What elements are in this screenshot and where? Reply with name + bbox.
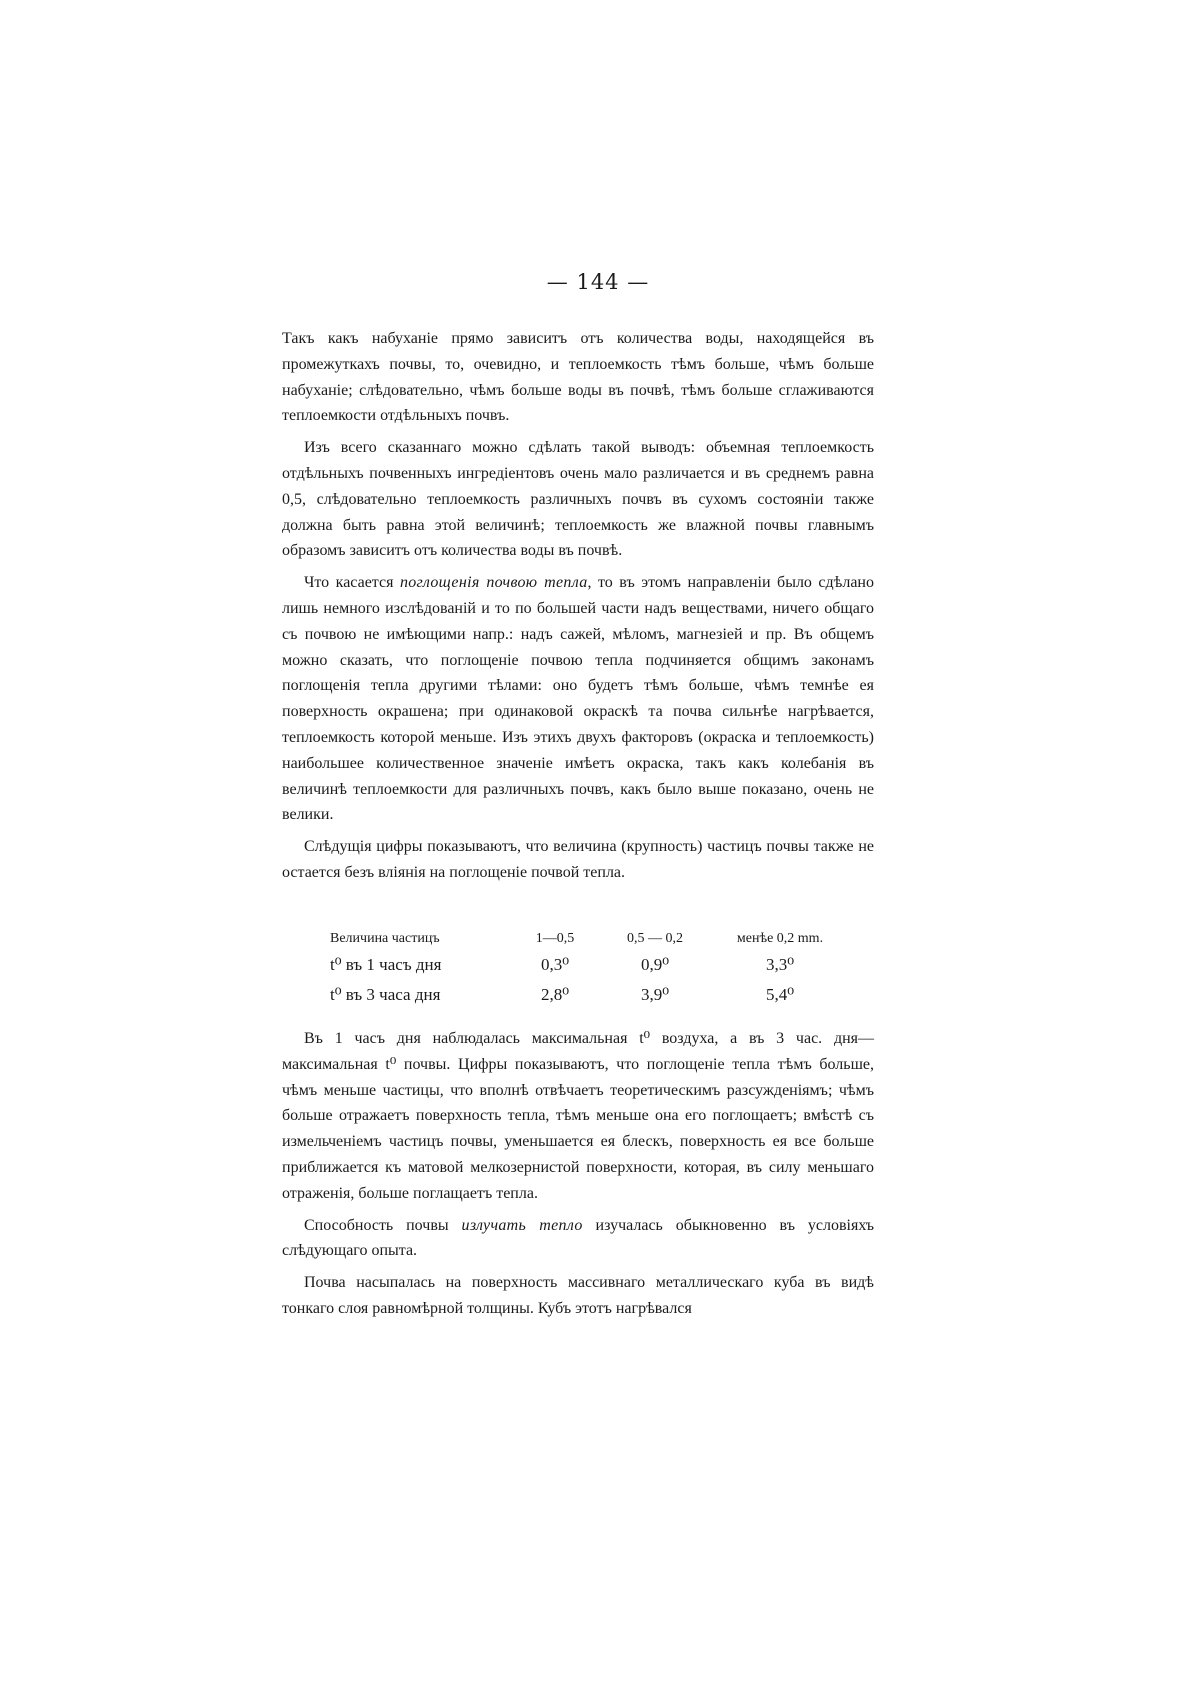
text-block-lower	[282, 1026, 874, 1322]
paragraph-experiment: Почва насыпалась на поверхность массивнаго металлическаго куба въ видѣ тонкаго слоя равномѣрной толщины. Кубъ этотъ нагрѣвался	[282, 1274, 874, 1317]
text-block-upper	[282, 326, 874, 886]
paragraph-after-table: Въ 1 часъ дня наблюдалась максимальная t⁰ воздуха, а въ 3 час. дня—максимальная t⁰ почвы. Цифры показываютъ, что поглощеніе тепла тѣмъ больше, чѣмъ меньше частицы, что вполнѣ отвѣчаетъ теоретическимъ разсужденіямъ; чѣмъ больше отражаетъ поверхность тепла, тѣмъ меньше она его поглощаетъ; вмѣстѣ съ измельченіемъ частицъ почвы, уменьшается ея блескъ, поверхность ея все больше приближается къ матовой мелкозернистой поверхности, которая, въ силу меньшаго отраженія, больше поглащаетъ тепла.	[282, 1030, 874, 1202]
paragraph-heat-absorption-lead: Что касается	[304, 574, 400, 592]
table-header-cell: 1—0,5	[535, 931, 575, 946]
italic-term-radiation: излучать тепло	[461, 1216, 583, 1234]
paragraph-heat-absorption	[282, 570, 874, 828]
table-cell: 3,3⁰	[765, 955, 795, 974]
table-row	[330, 980, 850, 1010]
page-number: — 144 —	[546, 270, 650, 294]
table-row	[330, 950, 850, 980]
table-cell: 0,9⁰	[640, 955, 670, 974]
table-cell: t⁰ въ 1 часъ дня	[330, 955, 442, 974]
table-cell: 0,3⁰	[540, 955, 570, 974]
paragraph-radiation-body: изучалась обыкновенно въ условіяхъ слѣдующаго опыта.	[282, 1216, 874, 1260]
particle-size-table	[330, 928, 850, 1010]
paragraph-radiation-lead: Способность почвы	[304, 1216, 462, 1234]
table-cell: 3,9⁰	[640, 985, 670, 1004]
table-header-cell: Величина частицъ	[330, 931, 440, 946]
paragraph-radiation	[282, 1213, 874, 1265]
paragraph-swelling: Такъ какъ набуханіе прямо зависитъ отъ количества воды, находящейся въ промежуткахъ почвы, то, очевидно, и теплоемкость тѣмъ больше, чѣмъ больше набуханіе; слѣдовательно, чѣмъ больше воды въ почвѣ, тѣмъ больше сглаживаются теплоемкости отдѣльныхъ почвъ.	[282, 330, 874, 425]
table-header-cell: 0,5 — 0,2	[627, 931, 683, 946]
paragraph-conclusion: Изъ всего сказаннаго можно сдѣлать такой выводъ: объемная теплоемкость отдѣльныхъ почвенныхъ ингредіентовъ очень мало различается и въ среднемъ равна 0,5, слѣдовательно теплоемкость различныхъ почвъ въ сухомъ состояніи также должна быть равна этой величинѣ; теплоемкость же влажной почвы главнымъ образомъ зависитъ отъ количества воды въ почвѣ.	[282, 439, 874, 560]
table-cell: 5,4⁰	[765, 985, 795, 1004]
table-header-cell: менѣе 0,2 mm.	[736, 931, 824, 946]
table-cell: t⁰ въ 3 часа дня	[330, 985, 441, 1004]
italic-term-absorption: поглощенія почвою тепла	[399, 574, 588, 592]
table-header-row	[330, 928, 850, 950]
paragraph-table-intro: Слѣдущія цифры показываютъ, что величина (крупность) частицъ почвы также не остается безъ вліянія на поглощеніе почвой тепла.	[282, 838, 874, 881]
paragraph-heat-absorption-body: , то въ этомъ направленіи было сдѣлано лишь немного изслѣдованій и то по большей части надъ веществами, ничего общаго съ почвою не имѣющими напр.: надъ сажей, мѣломъ, магнезіей и пр. Въ общемъ можно сказать, что поглощеніе почвою тепла подчиняется общимъ законамъ поглощенія тепла другими тѣлами: оно будетъ тѣмъ больше, чѣмъ темнѣе ея поверхность окрашена; при одинаковой окраскѣ та почва сильнѣе нагрѣвается, теплоемкость которой меньше. Изъ этихъ двухъ факторовъ (окраска и теплоемкость) наибольшее количественное значеніе имѣетъ окраска, такъ какъ колебанія въ величинѣ теплоемкости для различныхъ почвъ, какъ было выше показано, очень не велики.	[282, 574, 874, 824]
table-cell: 2,8⁰	[540, 985, 570, 1004]
